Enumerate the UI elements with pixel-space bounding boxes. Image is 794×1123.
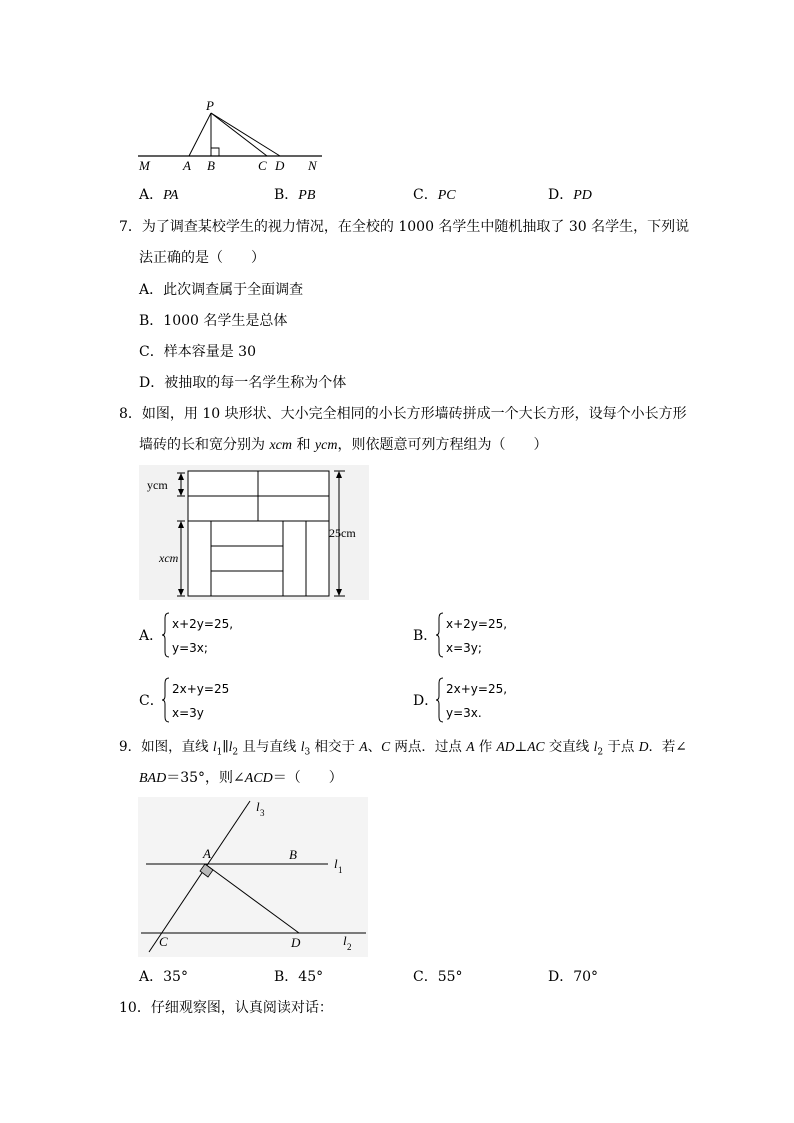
label-m: M — [139, 158, 150, 173]
q9-stem-line2: BAD＝35°，则∠ACD＝（ ） — [139, 770, 343, 786]
q6-option-d[interactable]: D．PD — [548, 187, 592, 203]
q10-stem-line1: 10．仔细观察图，认真阅读对话： — [119, 1000, 333, 1016]
q7-stem-line2: 法正确的是（ ） — [139, 250, 265, 266]
svg-text:3: 3 — [260, 808, 265, 818]
label-c: C — [258, 158, 267, 173]
svg-text:l: l — [334, 856, 338, 871]
q9-option-d[interactable]: D．70° — [548, 969, 599, 985]
q6-option-c[interactable]: C．PC — [413, 187, 456, 203]
q8-option-a[interactable]: A． x+2y=25, y=3x; — [139, 610, 229, 660]
q8-option-d[interactable]: D． 2x+y=25, y=3x. — [413, 675, 503, 725]
q9-stem-line1: 9．如图，直线 $l_1\parallel l_2$ 且与直线 $l_3$ 相交于 A、C 两点．过点 A 作 AD⊥AC 交直线 $l_2$ 于点 D．若∠ — [119, 739, 687, 758]
label-d: D — [291, 935, 301, 950]
q7-option-c[interactable]: C．样本容量是 30 — [139, 344, 256, 360]
q8-stem-line1: 8．如图，用 10 块形状、大小完全相同的小长方形墙砖拼成一个大长方形，设每个小长方形 — [119, 406, 687, 422]
label-a: A — [183, 158, 191, 173]
q8-stem-line2: 墙砖的长和宽分别为 xcm 和 ycm，则依题意可列方程组为（ ） — [139, 437, 548, 453]
label-d: D — [275, 158, 285, 173]
q7-option-a[interactable]: A．此次调查属于全面调查 — [139, 282, 304, 298]
label-xcm: xcm — [159, 551, 179, 565]
svg-text:l: l — [343, 933, 347, 948]
svg-text:1: 1 — [338, 865, 343, 875]
label-b: B — [289, 847, 297, 862]
label-ycm: ycm — [147, 478, 168, 492]
q8-option-c[interactable]: C． 2x+y=25 x=3y — [139, 675, 229, 725]
q9-option-a[interactable]: A．35° — [139, 969, 188, 985]
q6-figure — [136, 98, 326, 176]
q6-option-b[interactable]: B．PB — [274, 187, 316, 203]
q8-option-b[interactable]: B． x+2y=25, x=3y; — [413, 610, 503, 660]
q9-option-b[interactable]: B．45° — [274, 969, 324, 985]
q9-figure — [138, 797, 368, 957]
q9-option-c[interactable]: C．55° — [413, 969, 463, 985]
q6-option-a[interactable]: A．PA — [139, 187, 179, 203]
q7-stem-line1: 7．为了调查某校学生的视力情况，在全校的 1000 名学生中随机抽取了 30 名学生，下列说 — [119, 219, 690, 235]
q8-brick-figure — [139, 465, 369, 600]
label-a: A — [203, 846, 211, 861]
q7-option-b[interactable]: B．1000 名学生是总体 — [139, 313, 288, 329]
label-c: C — [159, 934, 168, 949]
label-n: N — [308, 158, 317, 173]
label-b: B — [207, 158, 215, 173]
svg-text:2: 2 — [347, 942, 352, 952]
svg-text:l: l — [256, 799, 260, 814]
q7-option-d[interactable]: D．被抽取的每一名学生称为个体 — [139, 375, 347, 391]
label-p: P — [206, 98, 214, 113]
label-25cm: 25cm — [329, 526, 356, 540]
